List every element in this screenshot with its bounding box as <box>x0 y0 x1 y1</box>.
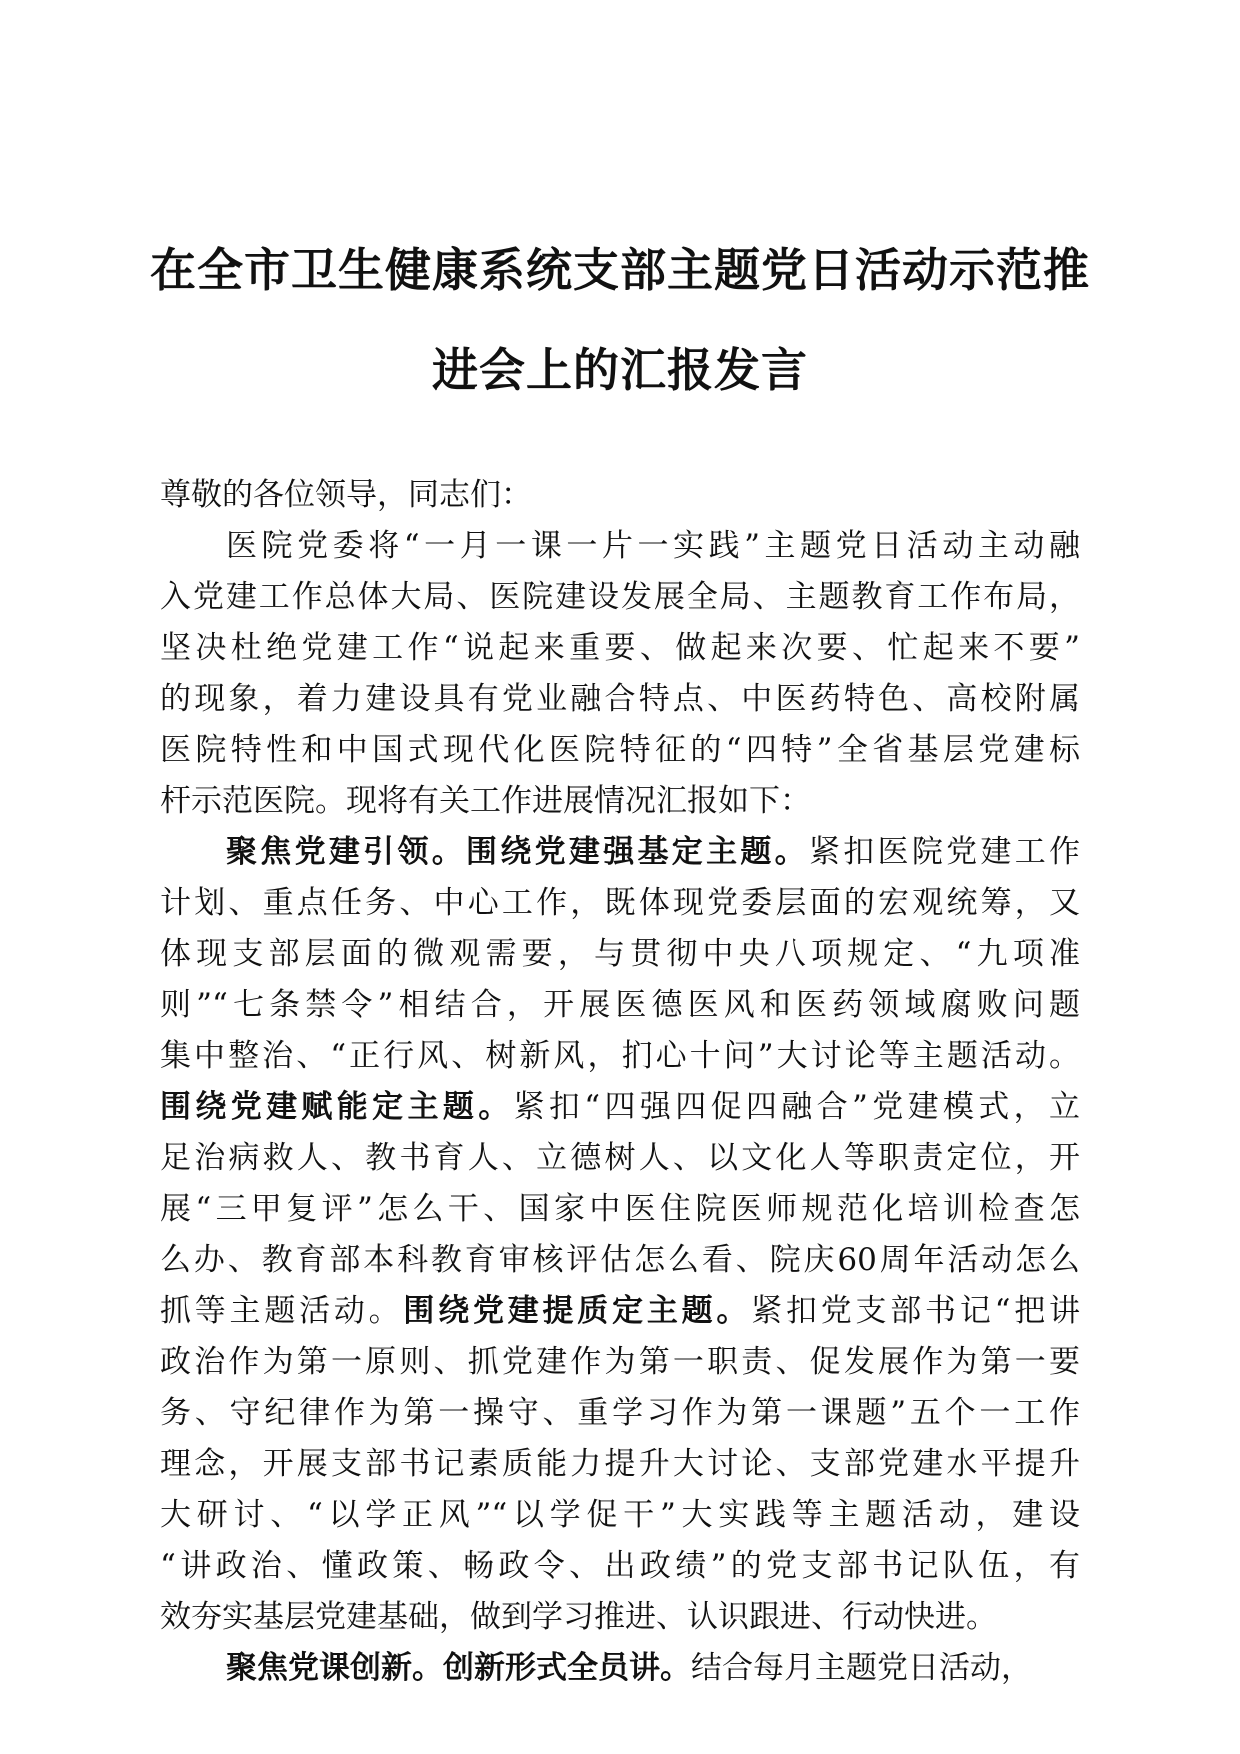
para2-line: 体现支部层面的微观需要，与贯彻中央八项规定、“九项准 <box>160 936 1080 972</box>
para2-line: 理念，开展支部书记素质能力提升大讨论、支部党建水平提升 <box>160 1446 1080 1482</box>
para1-line: 坚决杜绝党建工作“说起来重要、做起来次要、忙起来不要” <box>160 630 1080 666</box>
para1-line: 入党建工作总体大局、医院建设发展全局、主题教育工作布局， <box>160 579 1080 615</box>
para2-line <box>160 1082 1080 1133</box>
para3-line <box>160 1643 1080 1694</box>
para2-text: 紧扣医院党建工作 <box>808 834 1081 870</box>
para1-line: 医院特性和中国式现代化医院特征的“四特”全省基层党建标 <box>160 732 1080 768</box>
document-body <box>160 470 1080 1694</box>
para1-line: 医院党委将“一月一课一片一实践”主题党日活动主动融 <box>226 528 1080 564</box>
para2-heading-2: 围绕党建赋能定主题。 <box>160 1089 514 1125</box>
para2-line: 政治作为第一原则、抓党建作为第一职责、促发展作为第一要 <box>160 1344 1080 1380</box>
para1-line: 杆示范医院。现将有关工作进展情况汇报如下： <box>160 783 811 819</box>
para2-line: 务、守纪律作为第一操守、重学习作为第一课题”五个一工作 <box>160 1395 1080 1431</box>
para3-heading: 聚焦党课创新。创新形式全员讲。 <box>226 1650 691 1686</box>
para2-line: “讲政治、懂政策、畅政令、出政绩”的党支部书记队伍，有 <box>160 1548 1080 1584</box>
greeting: 尊敬的各位领导，同志们： <box>160 477 532 513</box>
para2-line: 展“三甲复评”怎么干、国家中医住院医师规范化培训检查怎 <box>160 1191 1080 1227</box>
para2-heading-3: 围绕党建提质定主题。 <box>403 1293 752 1329</box>
para2-line <box>160 827 1080 878</box>
para2-line <box>160 1286 1080 1337</box>
para2-line: 么办、教育部本科教育审核评估怎么看、院庆60周年活动怎么 <box>160 1242 1080 1278</box>
para3-text: 结合每月主题党日活动， <box>691 1650 1032 1686</box>
para2-line: 足治病救人、教书育人、立德树人、以文化人等职责定位，开 <box>160 1140 1080 1176</box>
para2-line: 大研讨、“以学正风”“以学促干”大实践等主题活动，建设 <box>160 1497 1080 1533</box>
title-line-2: 进会上的汇报发言 <box>432 343 808 397</box>
para1-line: 的现象，着力建设具有党业融合特点、中医药特色、高校附属 <box>160 681 1080 717</box>
para2-heading-1: 聚焦党建引领。围绕党建强基定主题。 <box>226 834 809 870</box>
para2-text: 抓等主题活动。 <box>160 1293 404 1329</box>
para2-line: 则”“七条禁令”相结合，开展医德医风和医药领域腐败问题 <box>160 987 1080 1023</box>
para2-text: 紧扣“四强四促四融合”党建模式，立 <box>513 1089 1080 1125</box>
para2-text: 紧扣党支部书记“把讲 <box>751 1293 1080 1329</box>
para2-line: 集中整治、“正行风、树新风，扪心十问”大讨论等主题活动。 <box>160 1038 1080 1074</box>
title-line-1: 在全市卫生健康系统支部主题党日活动示范推 <box>150 243 1090 297</box>
para2-line: 计划、重点任务、中心工作，既体现党委层面的宏观统筹，又 <box>160 885 1080 921</box>
document-title <box>140 220 1100 420</box>
para2-line: 效夯实基层党建基础，做到学习推进、认识跟进、行动快进。 <box>160 1599 997 1635</box>
